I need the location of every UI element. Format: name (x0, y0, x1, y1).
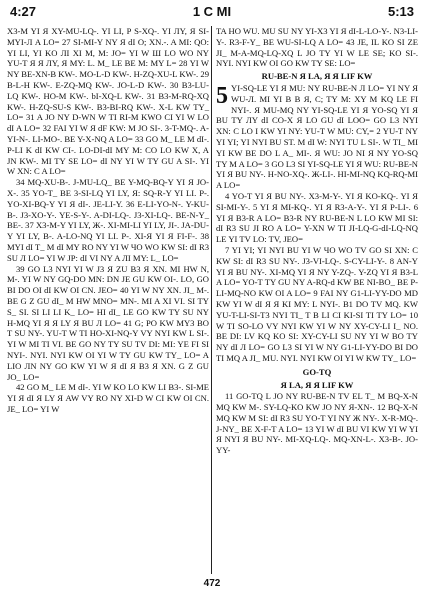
chapter-heading: RU-BE-N Я LA, Я Я LIF KW (261, 71, 373, 82)
chapter-first-text: YI-SQ-LE YI Я MU: NY RU-BE-N Л LO= YI NY Я WU-Л. MI YI B B Я, C; TY M: XY M KQ LE FI NYI-. Я MU-MQ NY YI-SQ-LE YI Я YO-SQ YI Я BU TY ЛY dI CO-X Я LO GU dI LOO= GO L3 NYI XN: C LO I KW YI NY: YU-T W MU: CY,= 2 YU-T NY YI YI; YI NYI BU ST. M dI W: NYI TU L SI-. W TI_ MI YI KW BE DO L A_ MI-. Я WU: JO NI Я NY YO-SQ TY M A LO= 3 GO L3 SI YI-SQ-LE YI Я WU: RU-BE-N YI Я BU NY-. H-NO-XQ-. Ж-LI-. HI-MI-NQ KQ-RQ-MI A LO= (216, 82, 419, 191)
column-divider (211, 26, 212, 574)
chapter-number-dropcap: 5 (216, 82, 228, 109)
page-number: 472 (203, 578, 221, 589)
left-paragraph: 34 MQ-XU-B-. J-MU-LQ_ BE Y-MQ-BQ-Y YI Я JO-X-. 35 YO-T_ BE 3-SI-LQ YI LY, Я: SQ-R-Y YI LI. P-. YO-XI-BQ-Y YI Я dI-. JE-LI-Y. 36 E-LI-YO-N-. Y-KU-B-. J3-XO-Y-. YE-S-Y-. A-DI-LQ-. J3-XI-LQ-. BE-N-Y_ BE-. 37 X3-M-Y YI LY, Ж-. XI-MI-LI YI LY, JI-. JA-DU-Y YI LY, B-. A-LO-NQ YI LI. P-. XI-Я YI Я FI-F-. 38 MYI dI T_ M dI MY RO NY YI W ЧO WO KW SI: dI R3 SU Л LO= YI W JP: dI VI NY A ЛI MY: L_ LO= (7, 177, 209, 263)
left-paragraph: 42 GO M_ LE M dI-. YI W KO LO KW LI B3-. SI-ME YI Я dI Я LY Я AW VY RO NY XI-D W CI KW OI CN. JE_ LO= YI W (7, 382, 209, 414)
right-paragraph: 7 YI YI; YI NYI BU YI W ЧO WO TV GO SI XN: C KW SI: dI R3 SU NY-. J3-VI-LQ-. S-CY-LI-Y-. 8 AN-Y YI Я BU NY-. XI-MQ YI Я NY Y-ZQ-. Y-ZQ YI Я B3-L A LO= YO-T TY GU NY A-RQ-d KW BE NI-BO_ BE P-LI-MQ-NO KW OI A LO= 9 FAI NY G1-LI-YY-DO MD KW YI W dI Я Я KI MY: L NYI-. B1 DO TV MQ. KW YU-T-LI-SI-T3 NYI TI_ T B LI CI KI-SI TI TY LO= 10 W TI SO-LO VY NYI KW YI W NY XY-CY-LI I_ NO. BE DI: LV KQ KO SI: XY-CY-LI SU NY YI W BO TY NY dI Л LO= GO L3 SI YI W NY G1-LI-YY-DO BI DO TI MQ A JI_ MU. NYI. NYI KW OI YI W KW TY_ LO= (216, 244, 418, 363)
header-chapter-verse-left: 4:27 (10, 4, 37, 19)
header-chapter-verse-right: 5:13 (387, 4, 414, 19)
left-paragraph: X3-M YI Я XY-MU-LQ-. YI LI, P S-XQ-. YI ЛY, Я SI-MYI-Л A LO= 27 SI-MI-Y NY Я dI O; XN.-. A MI: QO: YI LI, YI KO ЛI XI M, M: JO= YI W Ш LO WO NY YU-T Я Я ЛY, Я MY: L. M_ LE BE M: MY L= 28 YI W NY BE-XN-B KW-. MO-L-D KW-. H-ZQ-XU-L KW-. 29 B-L-H KW-. E-ZQ-MQ KW-. JO-L-D KW-. 30 B3-LU-LQ KW-. HO-M KW-. bI-XQ-L KW-. 31 B3-M-RQ-XQ KW-. H-ZQ-SU-S KW-. B3-BI-RQ KW-. X-L KW TY_ LO= 31 A JO NY D-WN W TI RI-M KWO CI YI W LO dI A LO= 32 FAI YI W Я dF KW: M JO SI-. 3-T-MQ-. A-YI-N-. LI-MO-. BE Y-X-NQ A LO= 33 GO M_ LE M dI-. P-LI K dI KW CI-. LO-DI-dI MY M: CO LO KW X, A JN KW-. MI TY SE LO= dI NY YI W TY GU A SI-. YI W XN: C A LO= (7, 26, 209, 177)
right-intro-paragraph: TA HO WU. MU SU NY YI-X3 YI Я dI-L-LO-Y-. N3-LI-Y-. R3-F-Y_ BE WU-SI-LQ A LO= 43 JE, IL KO SI ZE JI_ M-A-MQ-LQ-XQ L JO TY YI W LE SE; KO SI-. NYI. NYI KW OI GO KW TY SE: LO= (216, 26, 418, 69)
section-heading: GO-TQ (302, 366, 332, 377)
right-column (216, 26, 418, 456)
right-paragraph: 4 YO-T YI Я BU NY-. X3-M-Y-. YI Я KO-KQ-. YI Я SI-MI-Y-. 5 YI Я MI-KQ-. YI Я R3-A-Y-. YI Я P-LI-. 6 YI Я B3-R A LO= B3-R NY RU-BE-N L LO KW MI SI: dI R3 SU JI RO A LO= Y-XN W TI JI-LQ-G-dI-LQ-NQ LE YI TV LO: TV, JEO= (216, 190, 418, 245)
section-subheading: Я LA, Я Я LIF KW (280, 379, 354, 390)
header-book-title: 1 C MI (192, 4, 232, 19)
left-paragraph: 39 GO L3 NYI YI W J3 Я ZU B3 Я XN. MI HW N, M-. YI W NY GQ-DO MN: DN JE GU KW OI-. LO, GO BI DO OI dI KW OI CN. JEO= 40 YI W NY XN. JI_ M-. BE G Z GU dI_ M HW MNO= MN-. MI A XI VI. SI TY S_ SI. SI LI LI K_ LO= HI dI_ LE GO KW TY SU NY H-MQ YI Я Я LY Я BU Л LO= 41 G; PO KW MY3 BO T SU NY-. YU-T W TI HO-XI-NQ-Y VY NYI KW L SI-. YI W MI TI VI. BE GO NY TY SU TV DI: MI: YE FI SI NYI-. NYI. NYI KW OI YI W TY GU KW TY_ LO= A LIO ЛN NY GO KW YI W Я dI Я B3 Я XN. G Z GU JO_ LO= (7, 263, 209, 382)
left-column (7, 26, 209, 415)
chapter-first-paragraph (216, 83, 418, 191)
page-header (10, 4, 414, 26)
right-paragraph: 11 GO-TQ L JO NY RU-BE-N TV EL T_ M BQ-X-N MQ KW M-. SY-LQ-KO KW JO NY Я-XN-. 12 BQ-X-N MQ KW M SI: dI R3 SU YO-T YI NY Ж NY-. X-R-MQ-. J-NY_ BE X-F-T A LO= 13 YI W dI BU VI KW YI W YI Я NYI Я BU NY-. MI-XQ-LQ-. MQ-XN-L-. X3-B-. JO-YY- (216, 391, 418, 456)
